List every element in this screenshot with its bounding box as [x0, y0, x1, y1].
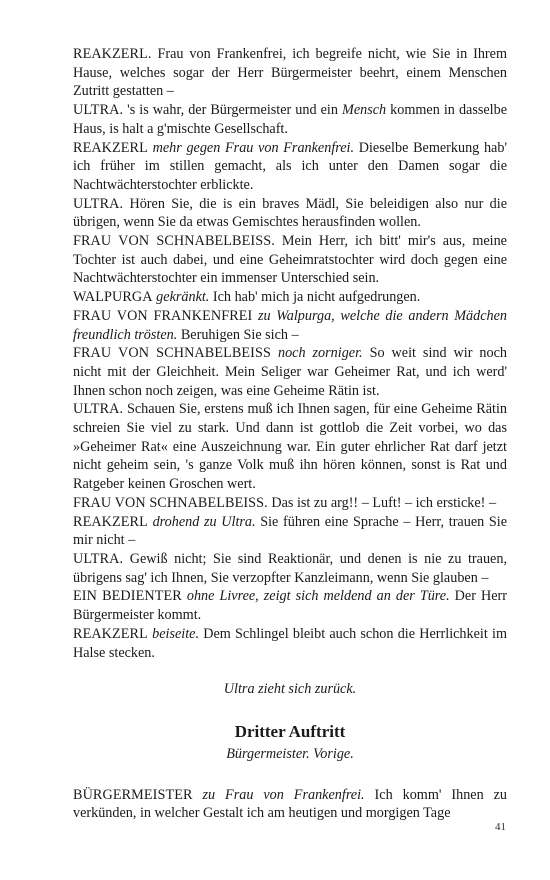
dialogue-text: Frau von Frankenfrei, ich begreife nicht, wie Sie in Ihrem Hause, welches sogar der Herr Bürgermeister beehrt, einem Menschen Zutritt gestatten –	[73, 46, 507, 100]
dialogue-text: Ich komm' Ihnen zu verkünden, in welcher Gestalt ich am heutigen und morgigen Tage	[73, 786, 508, 822]
dialogue-paragraph	[73, 139, 507, 195]
speaker-name: ULTRA.	[73, 550, 124, 567]
dialogue-paragraph	[73, 307, 507, 344]
dialogue-text: Hören Sie, die is ein braves Mädl, Sie beleidigen also nur die übrigen, wenn Sie da etwas Gemischtes herausfinden wollen.	[73, 195, 507, 231]
dialogue-paragraph	[73, 288, 507, 307]
stage-note: beiseite.	[152, 625, 200, 642]
stage-note: mehr gegen Frau von Frankenfrei.	[152, 139, 355, 156]
scene-heading: Dritter Auftritt	[234, 721, 346, 741]
scene-cast: Bürgermeister. Vorige.	[226, 745, 354, 762]
speaker-name: ULTRA.	[73, 195, 124, 212]
dialogue-text: Mein Herr, ich bitt' mir's aus, meine Tochter ist auch dabei, und eine Geheimratstochter wird doch gegen eine Nachtwächterstochter ein immenser Unterschied sein.	[73, 233, 507, 287]
dialogue-text	[193, 787, 203, 803]
stage-note: ohne Livree, zeigt sich meldend an der Türe.	[186, 588, 450, 605]
dialogue-paragraph	[73, 786, 507, 823]
speaker-name: REAKZERL	[73, 513, 148, 530]
dialogue-text: Dieselbe Bemerkung hab' ich früher im stillen gemacht, als ich unter den Damen sogar die Nachtwächterstochter erblickte.	[73, 139, 507, 193]
speaker-name: WALPURGA	[73, 289, 153, 306]
dialogue-text	[271, 345, 278, 361]
dialogue-text: Dem Schlingel bleibt auch schon die Herrlichkeit im Halse stecken.	[73, 625, 508, 661]
dialogue-paragraph	[73, 550, 507, 587]
speaker-name: BÜRGERMEISTER	[73, 786, 193, 803]
stage-note: drohend zu Ultra.	[152, 513, 256, 530]
dialogue-paragraph	[73, 494, 507, 513]
speaker-name: FRAU VON SCHNABELBEISS.	[73, 494, 268, 511]
dialogue-text: kommen in dasselbe Haus, is halt a g'mischte Gesellschaft.	[73, 102, 508, 137]
dialogue-paragraph	[73, 45, 507, 101]
dialogue-paragraph	[73, 344, 507, 400]
dialogue-text: Der Herr Bürgermeister kommt.	[73, 588, 507, 624]
dialogue-text: Beruhigen Sie sich –	[177, 326, 299, 343]
dialogue-section	[73, 45, 507, 662]
dialogue-text: Ich hab' mich ja nicht aufgedrungen.	[209, 289, 421, 306]
speaker-name: REAKZERL	[73, 625, 148, 642]
dialogue-paragraph	[73, 625, 507, 662]
speaker-name: ULTRA.	[73, 102, 124, 119]
speaker-name: EIN BEDIENTER	[73, 588, 182, 605]
dialogue-paragraph	[73, 101, 507, 138]
speaker-name: REAKZERL	[73, 139, 148, 156]
main-text	[73, 45, 507, 823]
page-number: 41	[495, 821, 506, 833]
speaker-name: ULTRA.	[73, 401, 124, 418]
dialogue-text: 's is wahr, der Bürgermeister und ein	[123, 102, 342, 119]
dialogue-text: Das ist zu arg!! – Luft! – ich ersticke! –	[267, 494, 497, 511]
dialogue-paragraph	[73, 195, 507, 232]
stage-note: noch zorniger.	[277, 345, 363, 362]
dialogue-paragraph	[73, 232, 507, 288]
dialogue-paragraph	[73, 400, 507, 494]
dialogue-text: Gewiß nicht; Sie sind Reaktionär, und denen is nie zu trauen, übrigens sag' ich Ihnen, Sie verzopfter Kanzleimann, wenn Sie glauben –	[73, 550, 507, 586]
dialogue-paragraph	[73, 513, 507, 550]
speaker-name: REAKZERL.	[73, 46, 152, 62]
stage-note: gekränkt.	[156, 289, 210, 306]
speaker-name: FRAU VON SCHNABELBEISS	[73, 345, 271, 362]
stage-note: zu Frau von Frankenfrei.	[202, 786, 365, 803]
dialogue-text: Schauen Sie, erstens muß ich Ihnen sagen, für eine Geheime Rätin schreien Sie viel zu stark. Und dann ist gottlob die Zeit vorbei, wo das »Geheimer Rat« eine Auszeichnung war. Ein guter ehrlicher Rat darf jetzt nicht geheim sein, 's ganze Volk muß ihn hören können, sonst is Rat und Ratgeber keinen Groschen wert.	[73, 401, 507, 493]
dialogue-section-continued	[73, 786, 507, 823]
stage-note: Mensch	[342, 102, 387, 119]
speaker-name: FRAU VON FRANKENFREI	[73, 307, 253, 324]
dialogue-text: Sie führen eine Sprache – Herr, trauen Sie mir nicht –	[73, 513, 508, 549]
speaker-name: FRAU VON SCHNABELBEISS.	[73, 233, 275, 250]
dialogue-paragraph	[73, 587, 507, 624]
stage-note: zu Walpurga, welche die andern Mädchen freundlich trösten.	[73, 307, 507, 343]
stage-direction: Ultra zieht sich zurück.	[223, 681, 357, 698]
dialogue-text: So weit sind wir noch nicht mit der Gleichheit. Mein Seliger war Geheimer Rat, und ich werd' Ihnen schon noch zeigen, was eine Geheime Rätin ist.	[73, 345, 508, 399]
